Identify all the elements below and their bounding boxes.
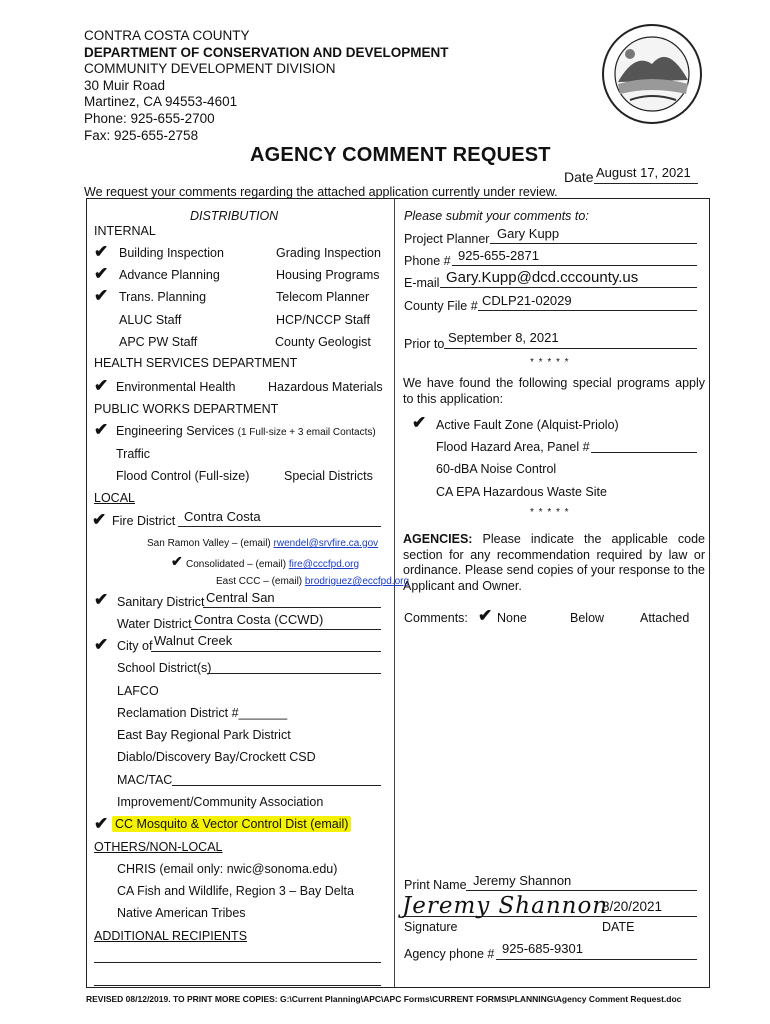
signature-label: Signature — [404, 920, 458, 934]
agency-phone-label: Agency phone # — [404, 947, 495, 961]
hazardous-materials: Hazardous Materials — [268, 380, 383, 394]
aluc-staff: ALUC Staff — [119, 313, 182, 327]
agencies-instructions — [403, 532, 705, 594]
ca-epa-hazardous: CA EPA Hazardous Waste Site — [436, 485, 607, 499]
consolidated-label: Consolidated – (email) — [186, 559, 287, 570]
email-underline — [440, 287, 697, 288]
additional-recipients-heading: ADDITIONAL RECIPIENTS — [94, 929, 248, 943]
phone-label: Phone # — [404, 254, 451, 268]
fire-district-value: Contra Costa — [184, 509, 261, 524]
flood-control: Flood Control (Full-size) — [116, 469, 250, 483]
agencies-text: Please indicate the applicable code section for any recommendation required by law or ordinance. Please send copies of your response to the Applicant and Owner. — [403, 532, 705, 593]
east-ccc-label: East CCC – (email) — [216, 576, 303, 587]
fire-district-underline — [178, 526, 381, 527]
flood-hazard-underline — [591, 452, 697, 453]
date-field-label: DATE — [602, 920, 635, 934]
date-underline — [594, 183, 698, 184]
water-district-label: Water District — [117, 617, 192, 631]
engineering-services — [116, 424, 376, 438]
health-services-heading: HEALTH SERVICES DEPARTMENT — [94, 356, 298, 370]
check-icon[interactable]: ✔ — [171, 553, 183, 569]
engineering-services-label: Engineering Services — [116, 424, 235, 438]
separator-stars: * * * * * — [530, 507, 570, 518]
phone-underline — [452, 265, 697, 266]
lafco: LAFCO — [117, 684, 159, 698]
planner-underline — [490, 243, 697, 244]
county-file-label: County File # — [404, 299, 478, 313]
environmental-health: Environmental Health — [116, 380, 236, 394]
date-label: Date — [564, 169, 594, 185]
water-district-value: Contra Costa (CCWD) — [194, 612, 324, 627]
city-value: Walnut Creek — [154, 633, 233, 648]
check-icon[interactable]: ✔ — [478, 606, 493, 625]
county-name: CONTRA COSTA COUNTY — [84, 28, 250, 43]
housing-programs: Housing Programs — [276, 268, 380, 282]
sanitary-district-value: Central San — [206, 590, 275, 605]
check-icon[interactable]: ✔ — [94, 590, 109, 609]
comments-none: None — [497, 611, 527, 625]
comments-label: Comments: — [404, 611, 468, 625]
consolidated — [186, 559, 359, 570]
agency-phone-underline — [496, 959, 697, 960]
local-heading: LOCAL — [94, 491, 135, 505]
check-icon[interactable]: ✔ — [412, 413, 427, 432]
email-value: Gary.Kupp@dcd.cccounty.us — [446, 269, 639, 286]
special-districts: Special Districts — [284, 469, 373, 483]
county-file-value: CDLP21-02029 — [482, 293, 572, 308]
signature-image: Jeremy Shannon — [402, 893, 609, 919]
county-file-underline — [478, 310, 697, 311]
footer-revision-note: REVISED 08/12/2019. TO PRINT MORE COPIES: G:\Current Planning\APC\APC Forms\CURRENT FORMS\PLANNING\Agency Comment Request.doc — [86, 994, 682, 1004]
consolidated-email-link[interactable]: fire@cccfpd.org — [288, 559, 360, 570]
chris: CHRIS (email only: nwic@sonoma.edu) — [117, 862, 338, 876]
check-icon[interactable]: ✔ — [94, 420, 109, 439]
ca-fish-wildlife: CA Fish and Wildlife, Region 3 – Bay Delta — [117, 884, 354, 898]
print-name-value: Jeremy Shannon — [473, 873, 572, 888]
letterhead — [84, 28, 449, 144]
sanitary-underline — [203, 607, 381, 608]
check-icon[interactable]: ✔ — [94, 635, 109, 654]
grading-inspection: Grading Inspection — [276, 246, 381, 260]
city-label: City of — [117, 639, 153, 653]
trans-planning: Trans. Planning — [119, 290, 207, 304]
separator-stars: * * * * * — [530, 357, 570, 368]
comments-below: Below — [570, 611, 605, 625]
check-icon[interactable]: ✔ — [94, 286, 109, 305]
fire-district-label: Fire District — [112, 514, 176, 528]
submit-comments-heading: Please submit your comments to: — [404, 209, 589, 223]
project-planner-value: Gary Kupp — [497, 226, 560, 241]
check-icon[interactable]: ✔ — [94, 242, 109, 261]
agency-phone-value: 925-685-9301 — [502, 941, 583, 956]
school-underline — [207, 673, 381, 674]
comments-attached: Attached — [640, 611, 690, 625]
phone-value: 925-655-2871 — [458, 248, 539, 263]
address-line-2: Martinez, CA 94553-4601 — [84, 94, 238, 110]
sanitary-district-label: Sanitary District — [117, 595, 205, 609]
san-ramon-valley — [147, 538, 378, 549]
check-icon[interactable]: ✔ — [94, 814, 109, 833]
address-line-1: 30 Muir Road — [84, 77, 166, 93]
prior-to-value: September 8, 2021 — [448, 330, 559, 345]
diablo-csd: Diablo/Discovery Bay/Crockett CSD — [117, 750, 316, 764]
check-icon[interactable]: ✔ — [94, 264, 109, 283]
print-name-label: Print Name — [404, 878, 467, 892]
apc-pw-staff: APC PW Staff — [119, 335, 198, 349]
distribution-heading: DISTRIBUTION — [190, 209, 279, 223]
noise-control: 60-dBA Noise Control — [436, 462, 557, 476]
date-value: August 17, 2021 — [596, 165, 691, 180]
special-programs-text: We have found the following special programs apply to this application: — [403, 376, 705, 406]
telecom-planner: Telecom Planner — [276, 290, 370, 304]
project-planner-label: Project Planner — [404, 232, 490, 246]
print-name-underline — [466, 890, 697, 891]
email-label: E-mail — [404, 276, 440, 290]
water-underline — [191, 629, 381, 630]
traffic: Traffic — [116, 447, 151, 461]
intro-text: We request your comments regarding the attached application currently under review. — [84, 185, 558, 199]
additional-line-1[interactable] — [94, 962, 381, 963]
native-american-tribes: Native American Tribes — [117, 906, 246, 920]
check-icon[interactable]: ✔ — [94, 376, 109, 395]
east-ccc-email-link[interactable]: brodriguez@eccfpd.org — [304, 576, 410, 587]
mac-tac-label: MAC/TAC — [117, 773, 173, 787]
city-underline — [151, 651, 381, 652]
additional-line-2[interactable] — [94, 985, 381, 986]
county-geologist: County Geologist — [275, 335, 371, 349]
active-fault-zone: Active Fault Zone (Alquist-Priolo) — [436, 418, 619, 432]
department-name: DEPARTMENT OF CONSERVATION AND DEVELOPMENT — [84, 44, 449, 60]
prior-to-underline — [444, 348, 697, 349]
mac-tac-underline — [172, 785, 381, 786]
improvement-association: Improvement/Community Association — [117, 795, 324, 809]
internal-heading: INTERNAL — [94, 224, 156, 238]
san-ramon-label: San Ramon Valley – (email) — [147, 538, 271, 549]
hcp-nccp-staff: HCP/NCCP Staff — [276, 313, 371, 327]
east-ccc — [216, 576, 409, 587]
signature-underline — [402, 916, 697, 917]
school-districts-label: School District(s) — [117, 661, 212, 675]
column-divider — [394, 199, 395, 987]
form-title: AGENCY COMMENT REQUEST — [250, 144, 551, 166]
building-inspection: Building Inspection — [119, 246, 224, 260]
others-heading: OTHERS/NON-LOCAL — [94, 840, 223, 854]
public-works-heading: PUBLIC WORKS DEPARTMENT — [94, 402, 279, 416]
header-phone: Phone: 925-655-2700 — [84, 110, 215, 126]
signed-date-value: 8/20/2021 — [602, 899, 663, 914]
check-icon[interactable]: ✔ — [92, 510, 107, 529]
engineering-note: (1 Full-size + 3 email Contacts) — [237, 427, 376, 438]
prior-to-label: Prior to — [404, 337, 445, 351]
agencies-bold: AGENCIES: — [403, 532, 473, 546]
header-fax: Fax: 925-655-2758 — [84, 127, 199, 143]
reclamation-district: Reclamation District #_______ — [117, 706, 288, 720]
county-seal-icon — [600, 22, 704, 126]
advance-planning: Advance Planning — [119, 268, 220, 282]
east-bay-regional-park: East Bay Regional Park District — [117, 728, 291, 742]
division-name: COMMUNITY DEVELOPMENT DIVISION — [84, 61, 336, 77]
mosquito-vector-control: CC Mosquito & Vector Control Dist (email) — [112, 816, 351, 832]
san-ramon-email-link[interactable]: rwendel@srvfire.ca.gov — [273, 538, 379, 549]
flood-hazard-label: Flood Hazard Area, Panel # — [436, 440, 590, 454]
